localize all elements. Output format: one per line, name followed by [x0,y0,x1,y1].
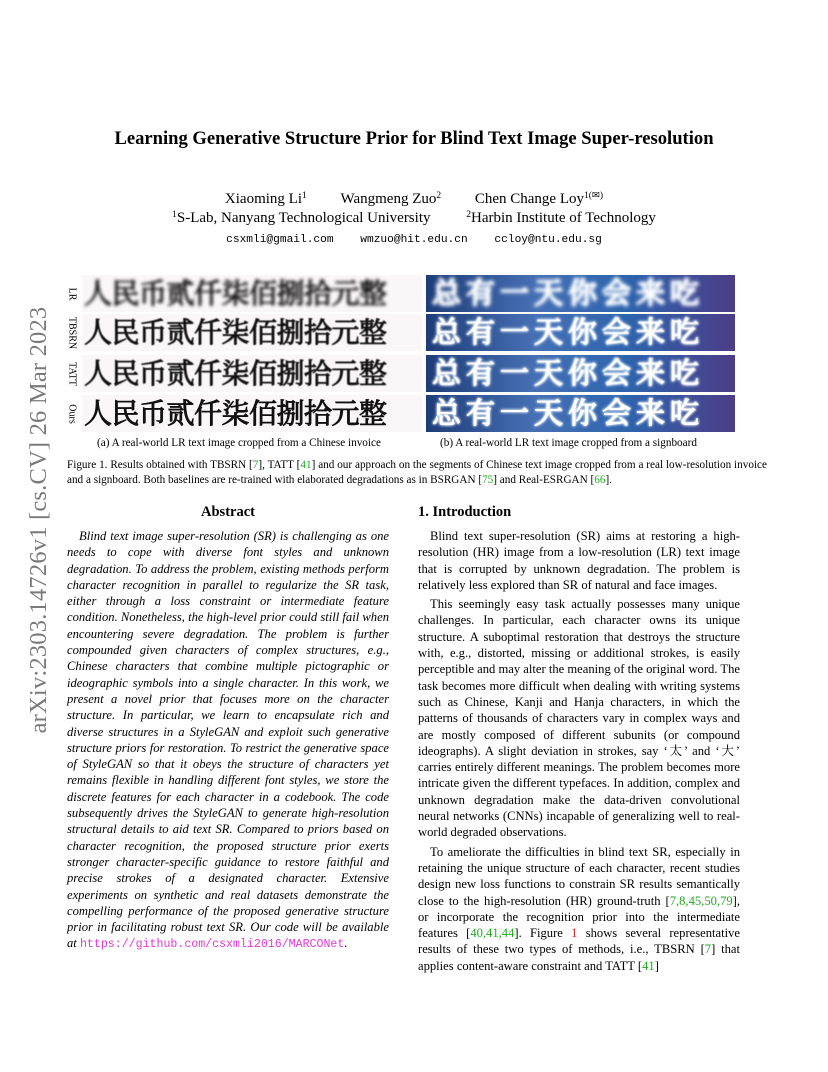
author: Wangmeng Zuo$^2$ [340,191,442,207]
figure-ref-link[interactable]: 1 [571,926,578,941]
introduction-section [418,502,740,977]
author: Chen Change Loy$^{1(✉)}$ [474,191,604,207]
arxiv-stamp [22,280,56,760]
signboard-crop-lr: 总有一天你会来吃 [426,275,735,312]
subcaption-b: (b) A real-world LR text image cropped from a signboard [440,437,697,449]
arxiv-stamp-text: arXiv:2303.14726v1 [cs.CV] 26 Mar 2023 [25,306,52,734]
intro-paragraph-3: To ameliorate the difficulties in blind text SR, especially in retaining the unique structure of each character, recent studies design new loss functions to constrain SR results semantically close to the high-resolution (HR) ground-truth [7,8,45,50,79], or incorporate the recognition prior into the intermediate features [40,41,44]. Figure 1 shows several representative results of these two types of methods, i.e., TBSRN [7] that applies content-aware constraint and TATT [41] [418,844,740,973]
author-list [0,190,828,208]
affiliation: $^1$S-Lab, Nanyang Technological University [172,210,431,226]
signboard-crop-ours: 总有一天你会来吃 [426,395,735,432]
email[interactable]: csxmli@gmail.com [226,234,334,246]
citation-link[interactable]: 41 [300,459,312,471]
citation-link[interactable]: 7 [704,942,712,957]
affiliation-list [0,210,828,227]
citation-link[interactable]: 75 [482,474,494,486]
figure-row-tatt [0,355,828,392]
intro-paragraph-2: This seemingly easy task actually possesses many unique challenges. In particular, each character owns its unique structure. A suboptimal restoration that destroys the structure with, e.g., distorted, missing or additional strokes, is easily perceptible and may alter the meaning of the original word. The task becomes more difficult when dealing with writing systems such as Chinese, Kanji and Hanja characters, in which the patterns of thousands of characters vary in complex ways and are mostly composed of different subunits (or compound ideographs). A slight deviation in strokes, say ‘太’ and ‘大’ carries entirely different meanings. The problem becomes more intricate given the different typefaces. In addition, complex and unknown degradation make the data-driven convolutional neural networks (CNNs) incapable of generalizing well to real-world degraded observations. [418,597,740,840]
abstract-text: Blind text image super-resolution (SR) is challenging as one needs to cope with diverse font styles and unknown degradation. To address the problem, existing methods perform character recognition in parallel to regularize the SR task, either through a loss constraint or intermediate feature condition. Nonetheless, the high-level prior could still fail when encountering severe degradation. The problem is further compounded given characters of complex structures, e.g., Chinese characters that combine multiple pictographic or ideographic symbols into a single character. In this work, we present a novel prior that focuses more on the character structure. In particular, we learn to encapsulate rich and diverse structures in a StyleGAN and exploit such generative structure priors for restoration. To restrict the generative space of StyleGAN so that it obeys the structure of characters yet remains flexible in handling different font styles, we store the discrete features for each character in a codebook. The code subsequently drives the StyleGAN to generate high-resolution structural details to aid text SR. Compared to priors based on character recognition, the proposed structure prior exerts stronger character-specific guidance to restore faithful and precise strokes of a designated character. Extensive experiments on synthetic and real datasets demonstrate the compelling performance of the proposed generative structure prior in facilitating robust text SR. Our code will be available at https://github.com/csxmli2016/MARCONet. [67,529,389,952]
citation-link[interactable]: 40,41,44 [470,926,515,941]
citation-link[interactable]: 7 [252,459,259,471]
email[interactable]: wmzuo@hit.edu.cn [360,234,468,246]
row-label: TATT [66,361,78,386]
figure-row-lr [0,275,828,312]
code-url-link[interactable]: https://github.com/csxmli2016/MARCONet [79,938,345,952]
email-list [0,234,828,246]
invoice-crop-ours: 人民币贰仟柒佰捌拾元整 [82,395,422,432]
author: Xiaoming Li$^1$ [224,191,307,207]
citation-link[interactable]: 66 [594,474,606,486]
signboard-crop-tbsrn: 总有一天你会来吃 [426,314,735,351]
row-label: TBSRN [66,316,78,349]
introduction-heading: 1. Introduction [418,504,512,520]
figure-row-tbsrn [0,314,828,351]
abstract-heading: Abstract [201,504,255,520]
invoice-crop-tbsrn: 人民币贰仟柒佰捌拾元整 [82,314,422,351]
figure-caption: Figure 1. Results obtained with TBSRN [7], TATT [41] and our approach on the segments of Chinese text image cropped from a real low-resolution invoice and a signboard. Both baselines are re-trained with elaborated degradations as in BSRGAN [75] and Real-ESRGAN [66]. [67,459,767,486]
invoice-crop-lr: 人民币贰仟柒佰捌拾元整 [82,275,422,312]
signboard-crop-tatt: 总有一天你会来吃 [426,355,735,392]
affiliation: $^2$Harbin Institute of Technology [466,210,656,226]
citation-link[interactable]: 7,8,45,50,79 [669,893,733,908]
email[interactable]: ccloy@ntu.edu.sg [494,234,602,246]
intro-paragraph-1: Blind text super-resolution (SR) aims at restoring a high-resolution (HR) image from a low-resolution (LR) text image that is corrupted by unknown degradation. The problem is relatively less explored than SR of natural and face images. [418,529,740,592]
citation-link[interactable]: 41 [642,958,655,973]
abstract-section [67,502,389,954]
paper-title: Learning Generative Structure Prior for Blind Text Image Super-resolution [114,128,714,149]
row-label: Ours [66,403,78,424]
figure-row-ours [0,395,828,432]
invoice-crop-tatt: 人民币贰仟柒佰捌拾元整 [82,355,422,392]
row-label: LR [66,287,78,300]
subcaption-a: (a) A real-world LR text image cropped from a Chinese invoice [97,437,381,449]
